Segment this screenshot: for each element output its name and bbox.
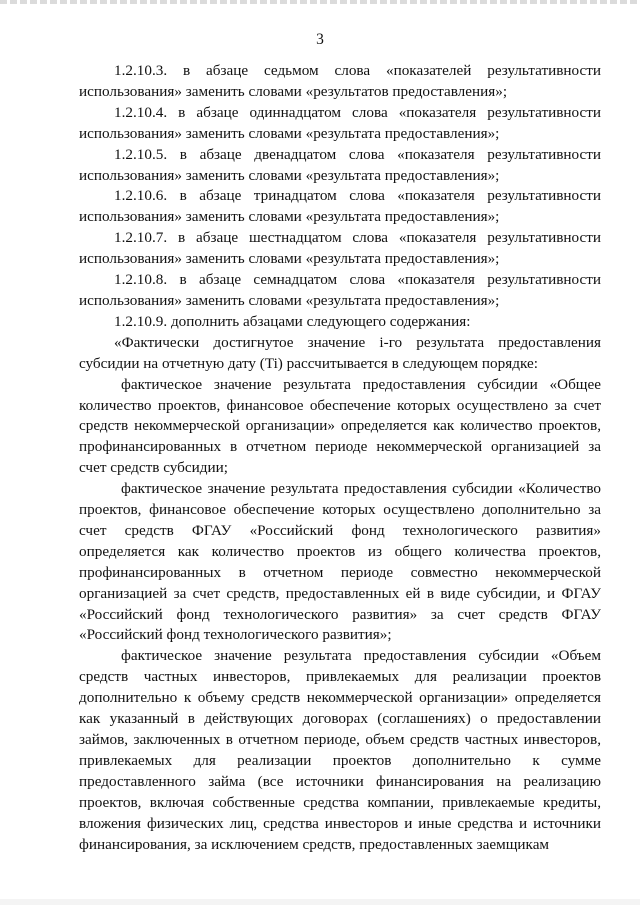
paragraph-additional-projects: фактическое значение результата предоставления субсидии «Количество проектов, финансовое обеспечение которых осуществлено дополнительно за счет средств ФГАУ «Российский фонд технологического развития» определяется как количество проектов из общего количества проектов, профинансированных в отчетном периоде совместно некоммерческой организацией за счет средств, предоставленных ей в виде субсидии, и ФГАУ «Российский фонд технологического развития» за счет средств ФГАУ «Российский фонд технологического развития»; [79, 480, 601, 644]
paragraph-total-projects: фактическое значение результата предоставления субсидии «Общее количество проектов, финансовое обеспечение которых осуществлено за счет средств некоммерческой организации» определяется как количество проектов, профинансированных в отчетном периоде некоммерческой организацией за счет средств субсидии; [79, 375, 601, 477]
paragraph-1-2-10-8: 1.2.10.8. в абзаце семнадцатом слова «показателя результативности использования» заменить словами «результата предоставления»; [79, 271, 601, 309]
paragraph-1-2-10-5: 1.2.10.5. в абзаце двенадцатом слова «показателя результативности использования» заменить словами «результата предоставления»; [79, 145, 601, 184]
document-body [79, 61, 601, 855]
scan-bottom-edge [0, 899, 640, 905]
paragraph-private-investors: фактическое значение результата предоставления субсидии «Объем средств частных инвесторов, привлекаемых для реализации проектов дополнительно к объему средств некоммерческой организации» определяется как указанный в действующих договорах (соглашениях) о предоставлении займов, заключенных в отчетном периоде, объем средств частных инвесторов, привлекаемых для реализации проектов дополнительно к сумме предоставленного займа (все источники финансирования на реализацию проектов, включая собственные средства компании, привлекаемые кредиты, вложения физических лиц, средства инвесторов и иные средства и источники финансирования, за исключением средств, предоставленных заемщикам [79, 647, 601, 853]
paragraph-1-2-10-7: 1.2.10.7. в абзаце шестнадцатом слова «показателя результативности использования» заменить словами «результата предоставления»; [79, 229, 601, 268]
paragraph-1-2-10-4: 1.2.10.4. в абзаце одиннадцатом слова «показателя результативности использования» заменить словами «результата предоставления»; [79, 103, 601, 142]
scan-top-edge [0, 0, 640, 4]
page-number: 3 [316, 31, 324, 48]
paragraph-1-2-10-3: 1.2.10.3. в абзаце седьмом слова «показателей результативности использования» заменить словами «результатов предоставления»; [79, 62, 601, 100]
paragraph-1-2-10-9: 1.2.10.9. дополнить абзацами следующего содержания: [114, 312, 471, 330]
paragraph-1-2-10-6: 1.2.10.6. в абзаце тринадцатом слова «показателя результативности использования» заменить словами «результата предоставления»; [79, 187, 601, 226]
paragraph-calculation-intro: «Фактически достигнутое значение i-го результата предоставления субсидии на отчетную дату (Ti) рассчитывается в следующем порядке: [79, 333, 601, 372]
